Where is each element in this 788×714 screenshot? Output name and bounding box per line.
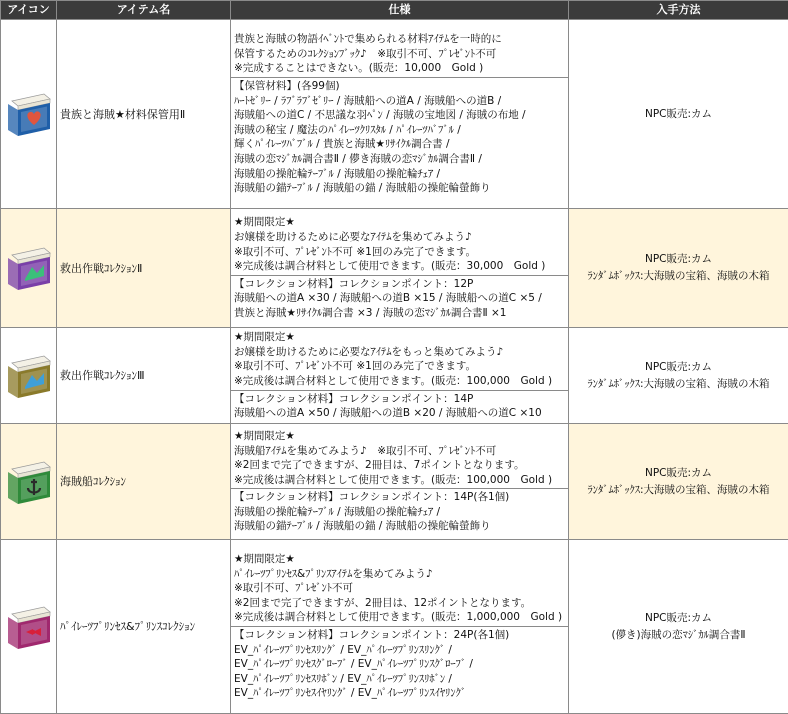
- item-icon-cell: [1, 20, 57, 209]
- spec-line: 輝くﾊﾟｲﾚｰﾂﾊﾞﾌﾞﾙ / 貴族と海賊★ﾘｻｲｸﾙ調合書 /: [234, 137, 565, 152]
- spec-description: [231, 428, 568, 488]
- spec-line: お嬢様を助けるために必要なｱｲﾃﾑを集めてみよう♪: [234, 230, 565, 245]
- spec-line: ※完成後は調合材料として使用できます。(販売：100,000 Gold ): [234, 473, 565, 488]
- spec-description: [231, 551, 568, 626]
- item-acquire: [569, 328, 788, 424]
- spec-materials: [231, 77, 568, 197]
- spec-line: EV_ﾊﾟｲﾚｰﾂﾌﾟﾘﾝｾｽｲﾔﾘﾝｸﾞ / EV_ﾊﾟｲﾚｰﾂﾌﾟﾘﾝｽｲﾔﾘﾝｸﾞ: [234, 686, 565, 701]
- spec-line: ※完成することはできない。(販売：10,000 Gold ): [234, 61, 565, 76]
- spec-line: ※取引不可、ﾌﾟﾚｾﾞﾝﾄ不可 ※1回のみ完了できます。: [234, 359, 565, 374]
- spec-line: 海賊船の錨ﾃｰﾌﾞﾙ / 海賊船の錨 / 海賊船の操舵輪螢飾り: [234, 519, 565, 534]
- acquire-line: NPC販売:カム: [569, 465, 788, 482]
- spec-description: [231, 31, 568, 77]
- spec-line: 【コレクション材料】コレクションポイント：14P: [234, 392, 565, 407]
- spec-line: 海賊船の操舵輪ﾃｰﾌﾞﾙ / 海賊船の操舵輪ﾁｪｱ /: [234, 505, 565, 520]
- acquire-line: ﾗﾝﾀﾞﾑﾎﾞｯｸｽ:大海賊の宝箱、海賊の木箱: [569, 376, 788, 393]
- spec-line: ※完成後は調合材料として使用できます。(販売：30,000 Gold ): [234, 259, 565, 274]
- green-book-anchor-icon: [4, 457, 54, 507]
- item-name: ﾊﾟｲﾚｰﾂﾌﾟﾘﾝｾｽ&ﾌﾟﾘﾝｽｺﾚｸｼｮﾝ: [57, 540, 231, 714]
- olive-book-map-icon: [4, 351, 54, 401]
- spec-line: ★期間限定★: [234, 429, 565, 444]
- spec-line: ﾊｰﾄｾﾞﾘｰ / ﾗﾌﾞﾗﾌﾞｾﾞﾘｰ / 海賊船への道A / 海賊船への道B /: [234, 94, 565, 109]
- spec-line: 海賊の恋ﾏｼﾞｶﾙ調合書Ⅱ / 儚き海賊の恋ﾏｼﾞｶﾙ調合書Ⅱ /: [234, 152, 565, 167]
- spec-line: ★期間限定★: [234, 552, 565, 567]
- spec-line: EV_ﾊﾟｲﾚｰﾂﾌﾟﾘﾝｾｽﾘﾎﾞﾝ / EV_ﾊﾟｲﾚｰﾂﾌﾟﾘﾝｽﾘﾎﾞﾝ /: [234, 672, 565, 687]
- spec-materials: [231, 488, 568, 535]
- item-icon-cell: [1, 328, 57, 424]
- spec-line: 海賊の秘宝 / 魔法のﾊﾟｲﾚｰﾂｸﾘｽﾀﾙ / ﾊﾟｲﾚｰﾂﾊﾞﾌﾞﾙ /: [234, 123, 565, 138]
- item-acquire: [569, 424, 788, 540]
- item-acquire: [569, 540, 788, 714]
- acquire-line: NPC販売:カム: [569, 610, 788, 627]
- header-spec: 仕様: [231, 1, 569, 20]
- item-name: 貴族と海賊★材料保管用Ⅱ: [57, 20, 231, 209]
- spec-line: ※2回まで完了できますが、2冊目は、7ポイントとなります。: [234, 458, 565, 473]
- spec-description: [231, 329, 568, 389]
- table-row: [1, 209, 788, 328]
- purple-book-map-icon: [4, 243, 54, 293]
- header-name: アイテム名: [57, 1, 231, 20]
- item-icon-cell: [1, 540, 57, 714]
- acquire-line: ﾗﾝﾀﾞﾑﾎﾞｯｸｽ:大海賊の宝箱、海賊の木箱: [569, 268, 788, 285]
- spec-line: 【コレクション材料】コレクションポイント：24P(各1個): [234, 628, 565, 643]
- acquire-line: NPC販売:カム: [569, 106, 788, 123]
- magenta-book-ribbon-icon: [4, 602, 54, 652]
- spec-line: 保管するためのｺﾚｸｼｮﾝﾌﾞｯｸ♪ ※取引不可、ﾌﾟﾚｾﾞﾝﾄ不可: [234, 47, 565, 62]
- item-icon-cell: [1, 424, 57, 540]
- spec-line: ※完成後は調合材料として使用できます。(販売：100,000 Gold ): [234, 374, 565, 389]
- item-spec: [231, 540, 569, 714]
- spec-line: ※取引不可、ﾌﾟﾚｾﾞﾝﾄ不可 ※1回のみ完了できます。: [234, 245, 565, 260]
- spec-line: 海賊船への道A ×30 / 海賊船への道B ×15 / 海賊船への道C ×5 /: [234, 291, 565, 306]
- spec-line: 海賊船ｱｲﾃﾑを集めてみよう♪ ※取引不可、ﾌﾟﾚｾﾞﾝﾄ不可: [234, 444, 565, 459]
- spec-line: 海賊船の錨ﾃｰﾌﾞﾙ / 海賊船の錨 / 海賊船の操舵輪螢飾り: [234, 181, 565, 196]
- header-icon: アイコン: [1, 1, 57, 20]
- spec-line: 【コレクション材料】コレクションポイント：12P: [234, 277, 565, 292]
- item-icon-cell: [1, 209, 57, 328]
- spec-line: ★期間限定★: [234, 330, 565, 345]
- item-spec: [231, 20, 569, 209]
- spec-line: EV_ﾊﾟｲﾚｰﾂﾌﾟﾘﾝｾｽﾘﾝｸﾞ / EV_ﾊﾟｲﾚｰﾂﾌﾟﾘﾝｽﾘﾝｸﾞ /: [234, 643, 565, 658]
- item-spec: [231, 209, 569, 328]
- table-row: [1, 20, 788, 209]
- spec-line: 海賊船の操舵輪ﾃｰﾌﾞﾙ / 海賊船の操舵輪ﾁｪｱ /: [234, 167, 565, 182]
- item-acquire: [569, 209, 788, 328]
- item-spec: [231, 424, 569, 540]
- spec-line: 海賊船への道C / 不思議な羽ﾍﾟﾝ / 海賊の宝地図 / 海賊の布地 /: [234, 108, 565, 123]
- spec-materials: [231, 390, 568, 422]
- spec-materials: [231, 626, 568, 702]
- spec-materials: [231, 275, 568, 322]
- blue-book-heart-icon: [4, 89, 54, 139]
- table-row: [1, 424, 788, 540]
- item-name: 救出作戦ｺﾚｸｼｮﾝⅢ: [57, 328, 231, 424]
- acquire-line: NPC販売:カム: [569, 359, 788, 376]
- spec-line: EV_ﾊﾟｲﾚｰﾂﾌﾟﾘﾝｾｽｸﾞﾛｰﾌﾞ / EV_ﾊﾟｲﾚｰﾂﾌﾟﾘﾝｽｸﾞﾛｰﾌﾞ /: [234, 657, 565, 672]
- acquire-line: ﾗﾝﾀﾞﾑﾎﾞｯｸｽ:大海賊の宝箱、海賊の木箱: [569, 482, 788, 499]
- spec-line: お嬢様を助けるために必要なｱｲﾃﾑをもっと集めてみよう♪: [234, 345, 565, 360]
- spec-line: ★期間限定★: [234, 215, 565, 230]
- item-name: 救出作戦ｺﾚｸｼｮﾝⅡ: [57, 209, 231, 328]
- spec-line: ※取引不可、ﾌﾟﾚｾﾞﾝﾄ不可: [234, 581, 565, 596]
- table-row: [1, 328, 788, 424]
- item-name: 海賊船ｺﾚｸｼｮﾝ: [57, 424, 231, 540]
- item-acquire: [569, 20, 788, 209]
- spec-line: ※2回まで完了できますが、2冊目は、12ポイントとなります。: [234, 596, 565, 611]
- spec-line: 【保管材料】(各99個): [234, 79, 565, 94]
- acquire-line: NPC販売:カム: [569, 251, 788, 268]
- header-acquire: 入手方法: [569, 1, 788, 20]
- table-row: [1, 540, 788, 714]
- acquire-line: (儚き)海賊の恋ﾏｼﾞｶﾙ調合書Ⅱ: [569, 627, 788, 644]
- spec-line: 【コレクション材料】コレクションポイント：14P(各1個): [234, 490, 565, 505]
- item-spec: [231, 328, 569, 424]
- spec-line: 貴族と海賊★ﾘｻｲｸﾙ調合書 ×3 / 海賊の恋ﾏｼﾞｶﾙ調合書Ⅱ ×1: [234, 306, 565, 321]
- header-row: [1, 1, 788, 20]
- spec-description: [231, 214, 568, 274]
- spec-line: ﾊﾟｲﾚｰﾂﾌﾟﾘﾝｾｽ&ﾌﾟﾘﾝｽｱｲﾃﾑを集めてみよう♪: [234, 567, 565, 582]
- spec-line: ※完成後は調合材料として使用できます。(販売：1,000,000 Gold ): [234, 610, 565, 625]
- spec-line: 海賊船への道A ×50 / 海賊船への道B ×20 / 海賊船への道C ×10: [234, 406, 565, 421]
- spec-line: 貴族と海賊の物語ｲﾍﾞﾝﾄで集められる材料ｱｲﾃﾑを一時的に: [234, 32, 565, 47]
